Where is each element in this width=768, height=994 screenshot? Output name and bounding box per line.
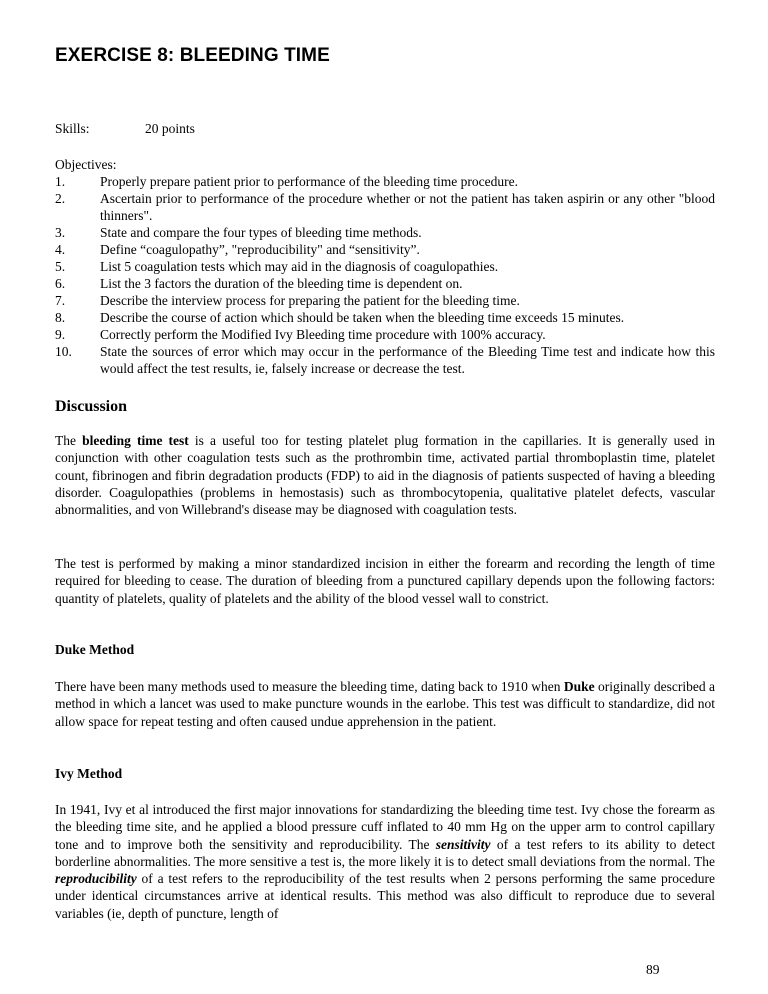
duke-method-heading: Duke Method xyxy=(55,642,135,657)
italic-bold-term: sensitivity xyxy=(435,836,491,852)
objective-text: Correctly perform the Modified Ivy Bleeding time procedure with 100% accuracy. xyxy=(100,327,546,342)
objective-text: State and compare the four types of bleeding time methods. xyxy=(100,225,422,240)
objectives-list xyxy=(55,156,715,377)
objective-number: 1. xyxy=(55,174,66,189)
objective-number: 3. xyxy=(55,225,66,240)
objective-text: State the sources of error which may occur in the performance of the Bleeding Time test and indicate how this would affect the test results, ie, falsely increase or decrease the test. xyxy=(100,344,715,376)
text-run: originally described a method in which a lancet was used to make puncture wounds in the earlobe. This test was difficult to standardize, did not allow space for repeat testing and often caused undue apprehension in the patient. xyxy=(55,679,715,729)
discussion-paragraph-1 xyxy=(55,432,715,518)
discussion-paragraph-2: The test is performed by making a minor standardized incision in either the forearm and recording the length of time required for bleeding to cease. The duration of bleeding from a punctured capillary depends upon the following factors: quantity of platelets, quality of platelets and the ability of the blood vessel wall to constrict. xyxy=(55,556,715,606)
duke-method-paragraph xyxy=(55,678,715,730)
objective-item xyxy=(55,309,715,326)
objective-item xyxy=(55,275,715,292)
objective-number: 4. xyxy=(55,242,66,257)
objective-number: 5. xyxy=(55,259,66,274)
text-run: In 1941, Ivy et al introduced the first major innovations for standardizing the bleeding time test. Ivy chose the forearm as the bleeding time site, and he applied a blood pressure cuff inflated to 40 mm Hg on the upper arm to control capillary tone and to improve both the sensitivity and reproducibility. The xyxy=(55,802,715,852)
objective-item xyxy=(55,173,715,190)
objective-item xyxy=(55,190,715,224)
objective-text: Describe the course of action which should be taken when the bleeding time exceeds 15 minutes. xyxy=(100,310,625,325)
objective-number: 8. xyxy=(55,310,66,325)
text-run: of a test refers to the reproducibility of the test results when 2 persons performing the same procedure under identical circumstances arrive at identical results. This method was also difficult to reproduce due to several variables (ie, depth of puncture, length of xyxy=(55,871,715,921)
objective-item xyxy=(55,258,715,275)
ivy-method-heading: Ivy Method xyxy=(55,766,123,781)
text-run: of a test refers to its ability to detect borderline abnormalities. The more sensitive a test is, the more likely it is to detect small deviations from the normal. The xyxy=(55,836,715,869)
skills-label: Skills: xyxy=(55,121,90,136)
objective-text: Properly prepare patient prior to performance of the bleeding time procedure. xyxy=(100,174,518,189)
skills-value: 20 points xyxy=(145,121,195,136)
objective-number: 2. xyxy=(55,191,66,206)
skills-line xyxy=(55,121,195,137)
objective-item xyxy=(55,343,715,377)
ivy-method-paragraph xyxy=(55,801,715,922)
objectives-heading: Objectives: xyxy=(55,157,117,172)
text-run: is a useful too for testing platelet plug formation in the capillaries. It is generally used in conjunction with other coagulation tests such as the prothrombin time, activated partial thromboplastin time, platelet count, fibrinogen and fibrin degradation products (FDP) to aid in the diagnosis of patients suspected of having a bleeding disorder. Coagulopathies (problems in hemostasis) such as thrombocytopenia, qualitative platelet defects, vascular abnormalities, and von Willebrand's disease may be diagnosed with coagulation tests. xyxy=(55,433,715,518)
objective-item xyxy=(55,292,715,309)
objective-number: 9. xyxy=(55,327,66,342)
objective-item xyxy=(55,241,715,258)
objective-number: 10. xyxy=(55,344,72,359)
objective-text: Describe the interview process for preparing the patient for the bleeding time. xyxy=(100,293,520,308)
page-number: 89 xyxy=(646,962,660,977)
page-title: EXERCISE 8: BLEEDING TIME xyxy=(55,45,330,66)
text-run: There have been many methods used to measure the bleeding time, dating back to 1910 when xyxy=(55,679,564,694)
bold-term: Duke xyxy=(563,679,595,694)
objective-number: 6. xyxy=(55,276,66,291)
objective-text: Ascertain prior to performance of the procedure whether or not the patient has taken aspirin or any other "blood thinners". xyxy=(100,191,715,223)
objective-item xyxy=(55,224,715,241)
objective-text: Define “coagulopathy”, "reproducibility" and “sensitivity”. xyxy=(100,242,420,257)
discussion-heading: Discussion xyxy=(55,398,128,415)
text-run: The xyxy=(55,433,83,448)
italic-bold-term: reproducibility xyxy=(55,871,137,887)
objective-item xyxy=(55,326,715,343)
objective-text: List the 3 factors the duration of the bleeding time is dependent on. xyxy=(100,276,463,291)
objective-text: List 5 coagulation tests which may aid in the diagnosis of coagulopathies. xyxy=(100,259,499,274)
objective-number: 7. xyxy=(55,293,66,308)
bold-term: bleeding time test xyxy=(82,433,189,448)
